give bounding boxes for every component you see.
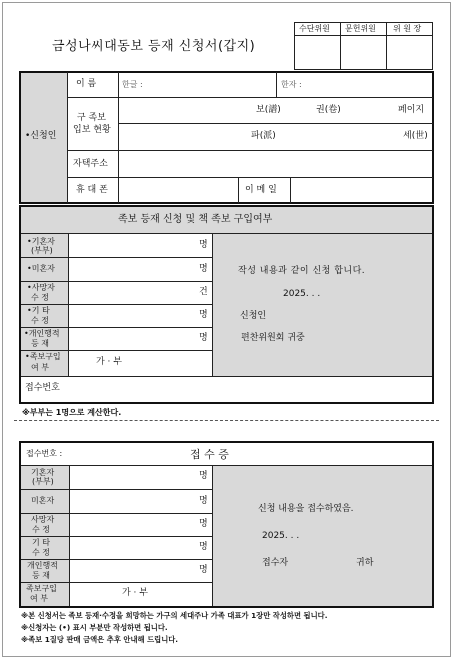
count-unit-record: 명 <box>199 333 208 343</box>
receipt-row-3-unit: 명 <box>199 519 208 529</box>
couple-note: ※부부는 1명으로 계산한다. <box>22 408 122 417</box>
receipt-row-6-sublabel: 여 부 <box>30 594 48 603</box>
page-field[interactable]: 페이지 <box>398 105 425 115</box>
receipt-row-3-label: 사망자 <box>31 515 55 524</box>
receipt-row-5-label: 개인행적 <box>27 561 58 570</box>
approval-sign-3[interactable] <box>387 36 432 69</box>
count-label-other: •기 타 <box>27 306 50 315</box>
receipt-row-4-sublabel: 수 정 <box>32 548 50 557</box>
receipt-purchase-choice: 가 · 부 <box>122 588 148 598</box>
bo-field[interactable]: 보(譜) <box>256 105 281 115</box>
hanja-name-field[interactable]: 한자 : <box>281 80 302 89</box>
approval-col-2: 문헌위원 <box>345 24 376 33</box>
count-sublabel-married: (부부) <box>31 246 53 255</box>
purchase-choice[interactable]: 가 · 부 <box>96 357 122 367</box>
receipt-row-4-unit: 명 <box>199 542 208 552</box>
receipt-title: 접 수 증 <box>190 448 229 461</box>
receipt-row-6-label: 족보구입 <box>26 584 57 593</box>
receipt-row-5-unit: 명 <box>199 565 208 575</box>
receipt-date: 2025. . . <box>262 531 300 541</box>
count-sublabel-other: 수 정 <box>31 316 49 325</box>
approval-col-3: 위 원 장 <box>393 24 422 33</box>
address-field[interactable] <box>119 151 433 176</box>
receipt-row-2-unit: 명 <box>199 496 208 506</box>
name-label: 이 름 <box>76 79 97 89</box>
receipt-suffix: 귀하 <box>356 558 374 568</box>
other-count-field[interactable] <box>69 305 194 326</box>
count-unit-deceased: 건 <box>199 287 208 297</box>
count-label-single: •미혼자 <box>27 264 55 273</box>
count-unit-single: 명 <box>199 264 208 274</box>
cut-line <box>14 420 439 421</box>
count-unit-married: 명 <box>199 240 208 250</box>
phone-label: 휴 대 폰 <box>76 185 108 195</box>
count-sublabel-deceased: 수 정 <box>31 293 49 302</box>
record-count-field[interactable] <box>69 328 194 349</box>
receipt-row-4-label: 기 타 <box>32 538 50 547</box>
applicant-label: •신청인 <box>25 131 57 141</box>
hangul-name-field[interactable]: 한글 : <box>122 80 143 89</box>
receipt-number-label: 접수번호 <box>25 383 60 393</box>
phone-field[interactable] <box>119 178 237 202</box>
note-3: ※족보 1질당 판매 금액은 추후 안내해 드립니다. <box>21 635 179 644</box>
receipt-number-field[interactable] <box>69 378 431 402</box>
receipt-no-label: 접수번호 : <box>26 449 63 458</box>
genealogy-label-1: 구 족보 <box>77 113 106 123</box>
receipt-row-1-sublabel: (부부) <box>32 477 54 486</box>
email-field[interactable] <box>291 178 433 202</box>
receipt-row-5-sublabel: 등 재 <box>32 571 50 580</box>
approval-sign-2[interactable] <box>341 36 385 69</box>
note-1: ※본 신청서는 족보 등재·수정을 희망하는 가구의 세대주나 가족 대표가 1장만 작성하면 됩니다. <box>21 611 328 620</box>
form-title: 금성나씨대동보 등재 신청서(갑지) <box>52 39 256 54</box>
declaration-applicant[interactable]: 신청인 <box>240 311 267 321</box>
declaration-date[interactable]: 2025. . . <box>283 289 321 299</box>
declaration-recipient: 편찬위원회 귀중 <box>241 333 305 343</box>
approval-col-1: 수단위원 <box>299 24 330 33</box>
section2-title: 족보 등재 신청 및 책 족보 구입여부 <box>118 214 273 225</box>
count-unit-other: 명 <box>199 310 208 320</box>
note-2: ※신청자는 (•) 표시 부분만 작성하면 됩니다. <box>21 623 168 632</box>
count-sublabel-purchase: 여 부 <box>31 363 49 372</box>
receipt-statement: 신청 내용을 접수하였음. <box>258 504 354 514</box>
count-label-purchase: •족보구입 <box>25 352 61 361</box>
receipt-row-1-unit: 명 <box>199 471 208 481</box>
se-field[interactable]: 세(世) <box>403 131 428 141</box>
receipt-receiver: 접수자 <box>262 558 289 568</box>
count-label-record: •개인행적 <box>24 329 60 338</box>
pa-field[interactable]: 파(派) <box>251 131 276 141</box>
single-count-field[interactable] <box>69 258 194 280</box>
count-label-deceased: •사망자 <box>27 283 55 292</box>
married-count-field[interactable] <box>69 234 194 256</box>
receipt-row-1-label: 기혼자 <box>31 468 55 477</box>
count-label-married: •기혼자 <box>27 237 55 246</box>
address-label: 자택주소 <box>73 159 108 169</box>
receipt-row-2-label: 미혼자 <box>31 496 55 505</box>
gwon-field[interactable]: 권(卷) <box>316 105 341 115</box>
approval-sign-1[interactable] <box>295 36 339 69</box>
email-label: 이 메 일 <box>245 185 277 195</box>
receipt-row-3-sublabel: 수 정 <box>32 525 50 534</box>
count-sublabel-record: 등 재 <box>31 339 49 348</box>
genealogy-label-2: 입보 현황 <box>73 125 111 135</box>
declaration-line: 작성 내용과 같이 신청 합니다. <box>238 266 366 276</box>
deceased-count-field[interactable] <box>69 282 194 303</box>
